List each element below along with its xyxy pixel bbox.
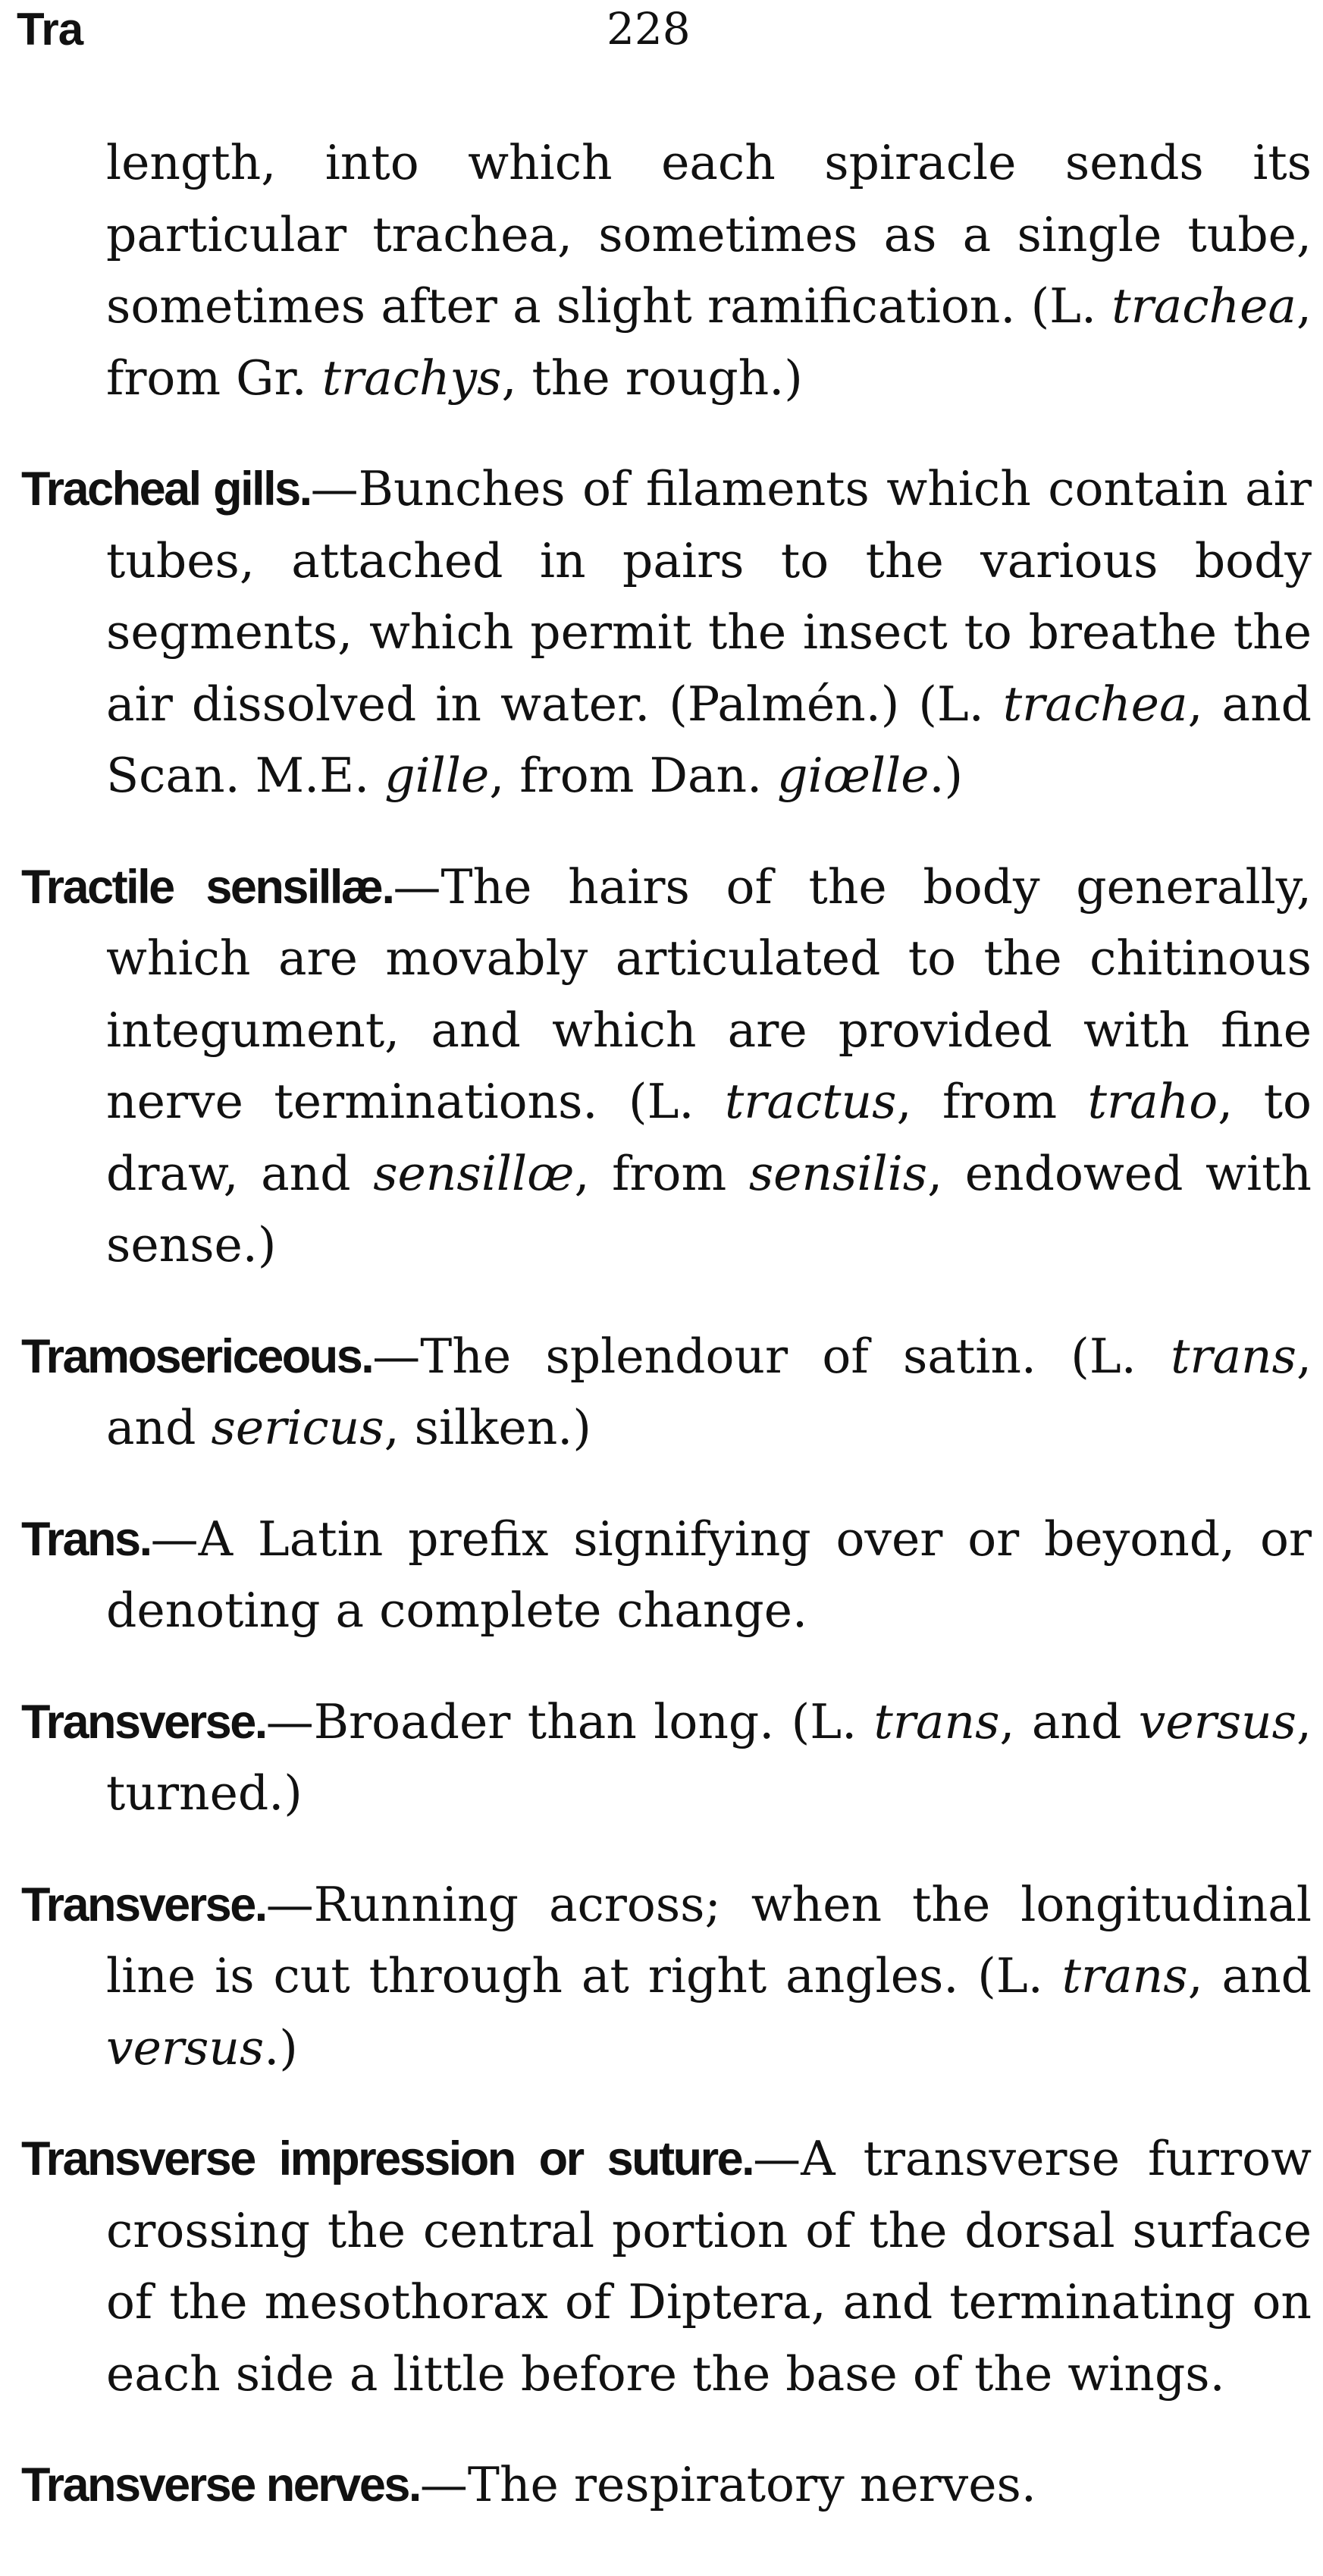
headword: Transverse. <box>21 1878 266 1931</box>
headword: Trans. <box>21 1512 151 1566</box>
running-head: Tra <box>17 4 83 55</box>
dictionary-entry-continued: length, into which each spiracle sends its particular trachea, sometimes as a single tube, sometimes after a slight ramification. (L. trachea, from Gr. trachys, the rough.) <box>106 135 1312 406</box>
page-number: 228 <box>607 3 691 55</box>
dictionary-entry: Tramosericeous.—The splendour of satin. (L. trans, and sericus, silken.) <box>21 1328 1312 1455</box>
headword: Tracheal gills. <box>21 463 311 516</box>
dictionary-entry: Transverse impression or suture.—A transverse furrow crossing the central portion of the dorsal surface of the mesothorax of Diptera, and terminating on each side a little before the base of the wings. <box>21 2131 1312 2402</box>
headword: Tractile sensillæ. <box>21 860 393 914</box>
headword: Transverse nerves. <box>21 2458 420 2512</box>
dictionary-entry: Transverse.—Running across; when the longitudinal line is cut through at right angles. (L. trans, and versus.) <box>21 1876 1312 2076</box>
dictionary-column <box>21 127 1312 2561</box>
headword: Tramosericeous. <box>21 1329 373 1383</box>
dictionary-entry: Transverse.—Broader than long. (L. trans, and versus, turned.) <box>21 1693 1312 1821</box>
headword: Transverse impression or suture. <box>21 2132 754 2185</box>
dictionary-entry: Trans.—A Latin prefix signifying over or beyond, or denoting a complete change. <box>21 1511 1312 1638</box>
dictionary-entry: Transverse nerves.—The respiratory nerves. <box>21 2457 1036 2512</box>
dictionary-entry: Tractile sensillæ.—The hairs of the body generally, which are movably articulated to the chitinous integument, and which are provided with fine nerve terminations. (L. tractus, from traho, to draw, and sensillœ, from sensilis, endowed with sense.) <box>21 858 1312 1272</box>
dictionary-entry: Tracheal gills.—Bunches of filaments which contain air tubes, attached in pairs to the various body segments, which permit the insect to breathe the air dissolved in water. (Palmén.) (L. trachea, and Scan. M.E. gille, from Dan. giœlle.) <box>21 461 1312 803</box>
page-header <box>0 0 1323 68</box>
headword: Transverse. <box>21 1695 266 1749</box>
